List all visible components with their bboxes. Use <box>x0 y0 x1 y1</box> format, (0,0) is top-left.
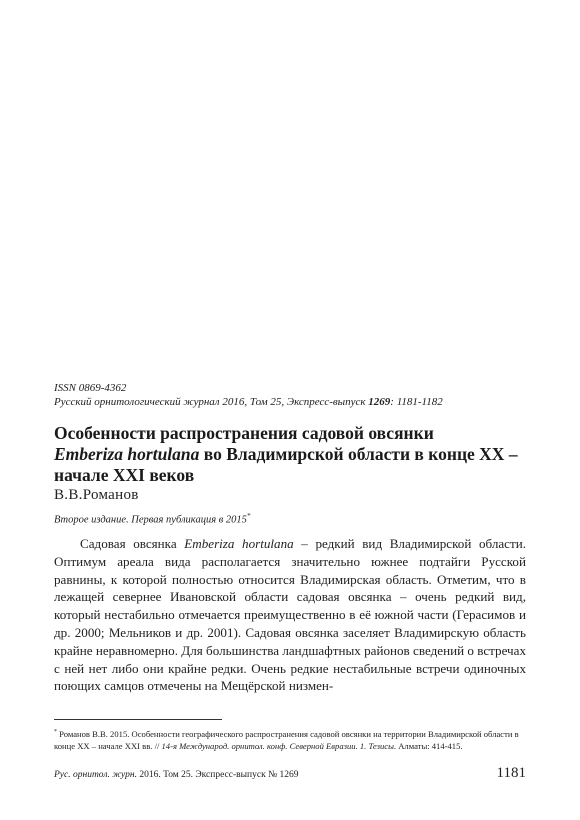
issn: ISSN 0869-4362 <box>54 382 127 394</box>
journal-citation <box>54 395 443 409</box>
page-number: 1181 <box>496 765 526 781</box>
running-journal: Рус. орнитол. журн. <box>54 770 137 780</box>
footnote-source: 14-я Международ. орнитол. конф. Северной Евразии. 1. Тезисы <box>161 740 394 751</box>
issue-number: 1269 <box>368 396 391 408</box>
edition-text: Второе издание. Первая публикация в 2015 <box>54 514 247 526</box>
footnote <box>54 726 526 752</box>
journal-citation-text: Русский орнитологический журнал 2016, Том 25, Экспресс-выпуск <box>54 396 369 408</box>
body-species: Emberiza hortulana <box>184 536 294 551</box>
title-part-2: во Владимирской области в конце XX – начале XXI веков <box>54 444 518 485</box>
running-footer <box>54 770 299 780</box>
title-species: Emberiza hortulana <box>54 444 200 464</box>
body-text-b: – редкий вид Владимирской области. Оптимум ареала вида располагается значительно южнее подтайги Русской равнины, к которой полностью относится Владимирская область. Отметим, что в лежащей севернее Ивановской области садовая овсянка – очень редкий вид, который нестабильно отмечается преимущественно в её южной части (Герасимов и др. 2000; Мельников и др. 2001). Садовая овсянка заселяет Владимирскую область крайне неравномерно. Для большинства ландшафтных районов сведений о встречах с ней нет либо они крайне редки. Очень редкие нестабильные встречи одиночных поющих самцов отмечены на Мещёрской низмен- <box>54 536 526 694</box>
footnote-marker: * <box>246 512 251 520</box>
title-part-1: Особенности распространения садовой овсянки <box>54 423 434 443</box>
footnote-text-b: . Алматы: 414-415. <box>393 740 463 751</box>
footnote-text-a: Романов В.В. 2015. Особенности географического распространения садовой овсянки на территории Владимирской области в конце XX – начале XXI вв. // <box>54 728 519 751</box>
page-range: : 1181-1182 <box>390 396 443 408</box>
article-title <box>54 423 534 486</box>
article-metadata <box>54 381 443 409</box>
footnote-divider <box>54 719 222 720</box>
running-issue: 2016. Том 25. Экспресс-выпуск № 1269 <box>136 770 299 780</box>
edition-note <box>54 512 250 526</box>
footnote-mark: * <box>54 729 57 735</box>
author-name: В.В.Романов <box>54 487 139 503</box>
body-text-a: Садовая овсянка <box>80 536 185 551</box>
body-paragraph <box>54 535 526 695</box>
